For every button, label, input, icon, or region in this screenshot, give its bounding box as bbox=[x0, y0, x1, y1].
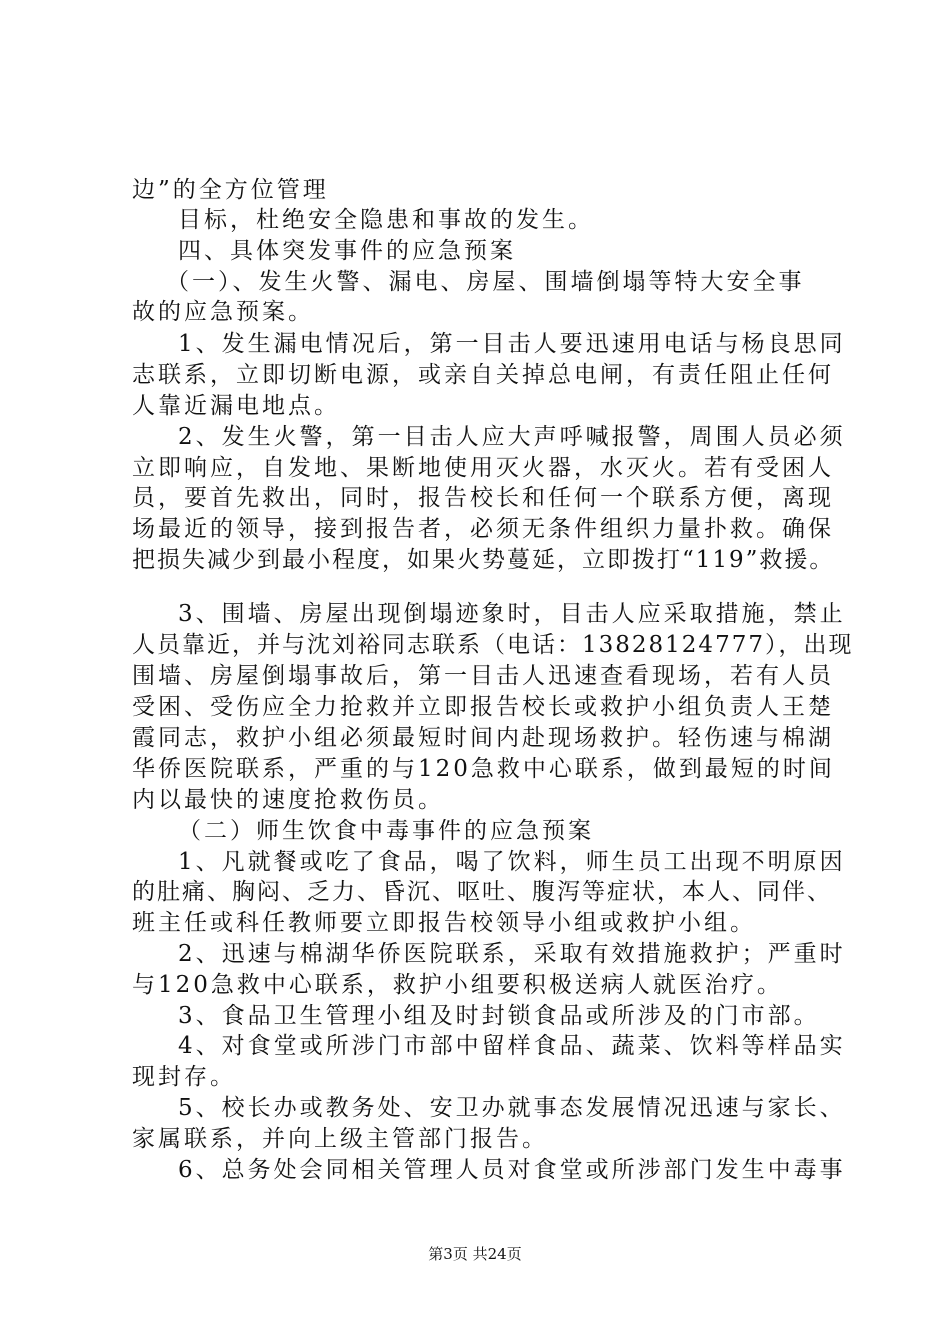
text-line: 立即响应，自发地、果断地使用灭火器，水灭火。若有受困人 bbox=[132, 455, 834, 481]
text-line: 边”的全方位管理 bbox=[132, 177, 329, 203]
text-line: 故的应急预案。 bbox=[132, 299, 314, 325]
section-heading: 四、具体突发事件的应急预案 bbox=[178, 238, 516, 264]
text-line: 6、总务处会同相关管理人员对食堂或所涉部门发生中毒事 bbox=[178, 1157, 846, 1183]
text-line: 人员靠近，并与沈刘裕同志联系（电话：13828124777），出现 bbox=[132, 632, 854, 658]
text-line: 目标，杜绝安全隐患和事故的发生。 bbox=[178, 207, 594, 233]
text-line: 员，要首先救出，同时，报告校长和任何一个联系方便，离现 bbox=[132, 485, 834, 511]
text-line: 围墙、房屋倒塌事故后，第一目击人迅速查看现场，若有人员 bbox=[132, 663, 834, 689]
text-line: 3、围墙、房屋出现倒塌迹象时，目击人应采取措施，禁止 bbox=[178, 601, 846, 627]
text-line: 3、食品卫生管理小组及时封锁食品或所涉及的门市部。 bbox=[178, 1003, 820, 1029]
text-line: 班主任或科任教师要立即报告校领导小组或救护小组。 bbox=[132, 910, 756, 936]
text-line: 5、校长办或教务处、安卫办就事态发展情况迅速与家长、 bbox=[178, 1095, 846, 1121]
subsection-heading: （二）师生饮食中毒事件的应急预案 bbox=[178, 818, 594, 844]
text-line: 的肚痛、胸闷、乏力、昏沉、呕吐、腹泻等症状，本人、同伴、 bbox=[132, 879, 832, 905]
text-line: 人靠近漏电地点。 bbox=[132, 393, 340, 419]
page-footer: 第3页 共24页 bbox=[428, 1245, 522, 1263]
text-line: 4、对食堂或所涉门市部中留样食品、蔬菜、饮料等样品实 bbox=[178, 1033, 846, 1059]
text-line: 内以最快的速度抢救伤员。 bbox=[132, 787, 444, 813]
text-line: 与120急救中心联系，救护小组要积极送病人就医治疗。 bbox=[132, 972, 783, 998]
text-line: 华侨医院联系，严重的与120急救中心联系，做到最短的时间 bbox=[132, 756, 835, 782]
text-line: 场最近的领导，接到报告者，必须无条件组织力量扑救。确保 bbox=[132, 516, 834, 542]
text-line: 把损失减少到最小程度，如果火势蔓延，立即拨打“119”救援。 bbox=[132, 547, 835, 573]
text-line: 2、发生火警，第一目击人应大声呼喊报警，周围人员必须 bbox=[178, 424, 846, 450]
text-line: 1、发生漏电情况后，第一目击人要迅速用电话与杨良思同 bbox=[178, 331, 846, 357]
text-line: 家属联系，并向上级主管部门报告。 bbox=[132, 1126, 548, 1152]
subsection-heading: （一）、发生火警、漏电、房屋、围墙倒塌等特大安全事 bbox=[166, 269, 805, 295]
text-line: 志联系，立即切断电源，或亲自关掉总电闸，有责任阻止任何 bbox=[132, 362, 834, 388]
text-line: 2、迅速与棉湖华侨医院联系，采取有效措施救护；严重时 bbox=[178, 941, 846, 967]
text-line: 霞同志，救护小组必须最短时间内赴现场救护。轻伤速与棉湖 bbox=[132, 725, 834, 751]
text-line: 现封存。 bbox=[132, 1064, 236, 1090]
text-line: 受困、受伤应全力抢救并立即报告校长或救护小组负责人王楚 bbox=[132, 694, 834, 720]
text-line: 1、凡就餐或吃了食品，喝了饮料，师生员工出现不明原因 bbox=[178, 849, 846, 875]
